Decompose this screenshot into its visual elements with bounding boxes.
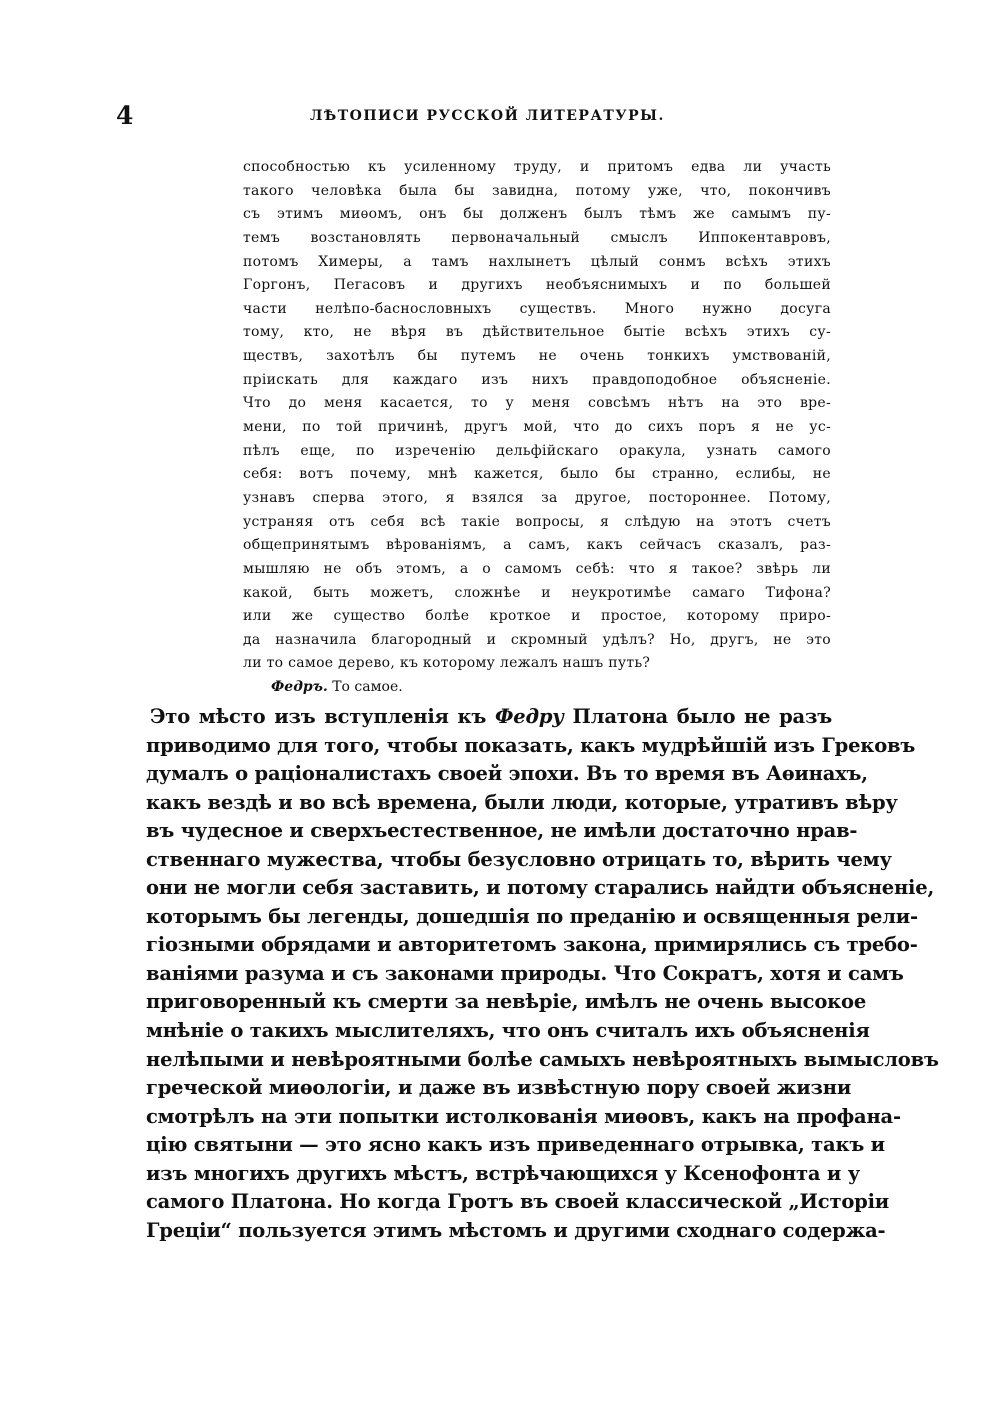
quote-line: Что до меня касается, то у меня совсѣмъ нѣтъ на это вре- [243,395,831,412]
body-line-start: Это мѣсто изъ вступленія къ [150,705,495,728]
body-line: думалъ о раціоналистахъ своей эпохи. Въ то время въ Аѳинахъ, [146,762,868,786]
quote-line: да назначила благородный и скромный удѣлъ? Но, другъ, не это [243,631,831,648]
quote-line: способностью къ усиленному труду, и притомъ едва ли участь [243,159,831,175]
speaker-name: Федръ. [271,679,328,696]
quote-line: Горгонъ, Пегасовъ и другихъ необъяснимыхъ и по большей [243,277,831,294]
quote-line: части нелѣпо-баснословныхъ существъ. Много нужно досуга [243,300,831,317]
quote-line: мышляю не объ этомъ, а о самомъ себѣ: что я такое? звѣрь ли [243,560,831,577]
quoted-dialogue [243,156,831,700]
quote-line: темъ возстановлять первоначальный смыслъ Иппокентавровъ, [243,229,831,246]
quote-line: такого человѣка была бы завидна, потому уже, что, покончивъ [243,182,831,199]
body-line: гіозными обрядами и авторитетомъ закона, примирялись съ требо- [146,933,918,957]
quote-line: узнавъ сперва этого, я взялся за другое, постороннее. Потому, [243,489,831,506]
body-line: смотрѣлъ на эти попытки истолкованія миѳовъ, какъ на профана- [146,1104,901,1128]
quote-line: устраняя отъ себя всѣ такіе вопросы, я слѣдую на этотъ счетъ [243,513,831,530]
body-line [146,703,832,732]
running-title: ЛѢТОПИСИ РУССКОЙ ЛИТЕРАТУРЫ. [310,108,665,124]
quote-line: или же существо болѣе кроткое и простое, которому приро- [243,608,831,625]
body-line: они не могли себя заставить, и потому старались найдти объясненіе, [146,876,935,900]
body-line: цію святыни — это ясно какъ изъ приведеннаго отрывка, такъ и [146,1133,885,1157]
quote-line: себя: вотъ почему, мнѣ кажется, было бы странно, еслибы, не [243,466,831,483]
body-line: греческой миѳологіи, и даже въ извѣстную пору своей жизни [146,1076,852,1100]
body-line: ваніями разума и съ законами природы. Что Сократъ, хотя и самъ [146,961,904,985]
body-line: самого Платона. Но когда Гротъ въ своей классической „Исторіи [146,1190,890,1214]
italic-title: Федру [495,705,564,728]
body-line: изъ многихъ другихъ мѣстъ, встрѣчающихся у Ксенофонта и у [146,1161,860,1185]
body-line: приговоренный къ смерти за невѣріе, имѣлъ не очень высокое [146,990,867,1014]
quote-line: тому, кто, не вѣря въ дѣйствительное бытіе всѣхъ этихъ су- [243,324,831,341]
body-line: въ чудесное и сверхъестественное, не имѣли достаточно нрав- [146,819,858,843]
speaker-reply-text: То самое. [332,679,403,696]
quote-line: пріискать для каждаго изъ нихъ правдоподобное объясненіе. [243,371,831,388]
quote-line: съ этимъ миѳомъ, онъ бы долженъ былъ тѣмъ же самымъ пу- [243,206,831,223]
body-paragraph [146,703,939,1245]
body-line: какъ вездѣ и во всѣ времена, были люди, которые, утративъ вѣру [146,790,898,814]
body-line: нелѣпыми и невѣроятными болѣе самыхъ невѣроятныхъ вымысловъ [146,1047,939,1071]
body-line: Греціи“ пользуется этимъ мѣстомъ и другими сходнаго содержа- [146,1218,886,1242]
quote-line: ли то самое дерево, къ которому лежалъ нашъ путь? [243,655,651,672]
quote-line: пѣлъ еще, по изреченію дельфійскаго оракула, узнать самого [243,442,831,459]
quote-line: ществъ, захотѣлъ бы путемъ не очень тонкихъ умствованій, [243,348,831,365]
quote-line: какой, быть можетъ, сложнѣе и неукротимѣе самаго Тифона? [243,584,831,601]
body-line: которымъ бы легенды, дошедшія по преданію и освященныя рели- [146,904,918,928]
body-line-end: Платона было не разъ [563,705,832,728]
body-line: приводимо для того, чтобы показать, какъ мудрѣйшій изъ Грековъ [146,733,916,757]
body-line: ственнаго мужества, чтобы безусловно отрицать то, вѣрить чему [146,847,892,871]
quote-line: потомъ Химеры, а тамъ нахлынетъ цѣлый сонмъ всѣхъ этихъ [243,253,831,270]
speaker-reply [243,676,831,700]
body-line: мнѣніе о такихъ мыслителяхъ, что онъ считалъ ихъ объясненія [146,1019,870,1043]
quote-line: мени, по той причинѣ, другъ мой, что до сихъ поръ я не ус- [243,419,831,436]
page-number: 4 [116,101,134,130]
quote-line: общепринятымъ вѣрованіямъ, а самъ, какъ сейчасъ сказалъ, раз- [243,537,831,554]
